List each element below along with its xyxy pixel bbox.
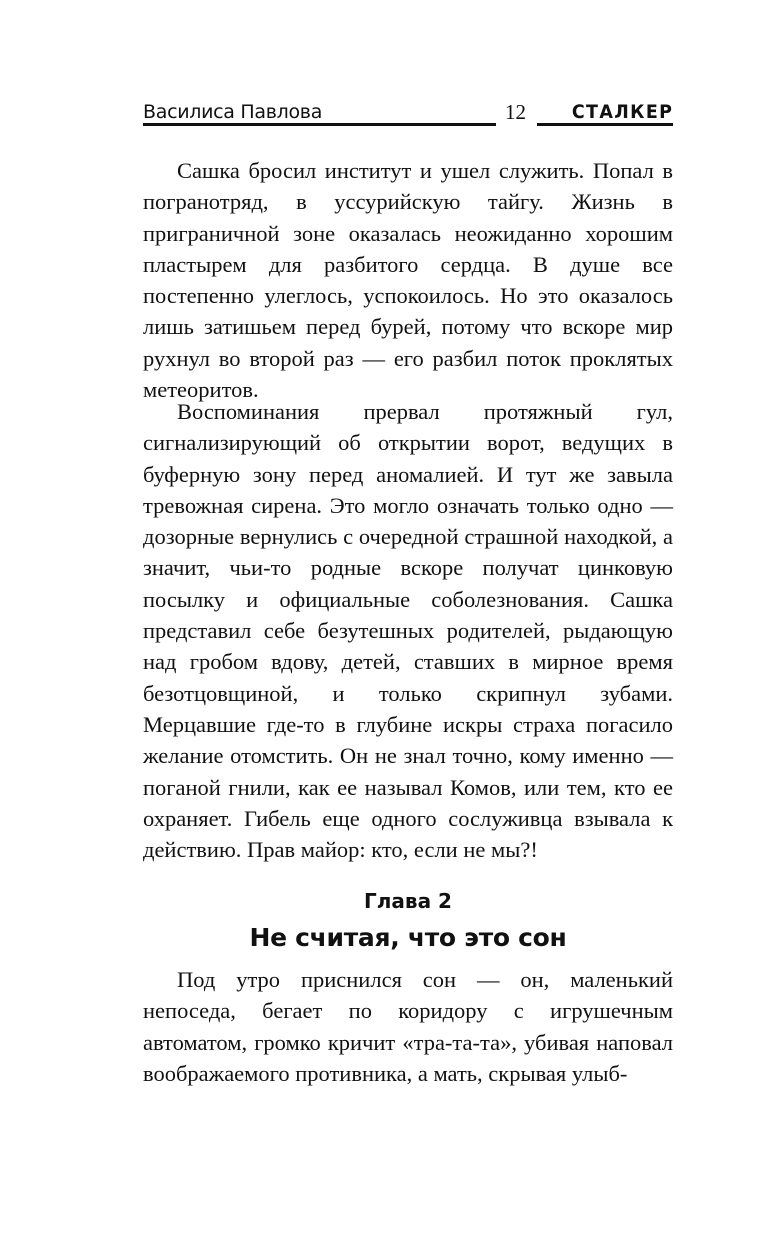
header-rule-right — [537, 123, 673, 126]
running-header — [143, 100, 673, 126]
paragraph: Под утро приснился сон — он, маленький непоседа, бегает по коридору с игрушечным автоматом, громко кричит «тра-та-та», убивая наповал воображаемого противника, а мать, скрывая улыб- — [143, 967, 673, 1086]
page-number: 12 — [505, 100, 526, 124]
paragraph: Воспоминания прервал протяжный гул, сигнализирующий об открытии ворот, ведущих в буферную зону перед аномалией. И тут же завыла тревожная сирена. Это могло означать только одно — дозорные вернулись с очередной страшной находкой, а значит, чьи-то родные вскоре получат цинковую посылку и официальные соболезнования. Сашка представил себе безутешных родителей, рыдающую над гробом вдову, детей, ставших в мирное время безотцовщиной, и только скрипнул зубами. Мерцавшие где-то в глубине искры страха погасило желание отомстить. Он не знал точно, кому именно — поганой гнили, как ее называл Комов, или тем, кто ее охраняет. Гибель еще одного сослуживца взывала к действию. Прав майор: кто, если не мы?! — [143, 399, 673, 863]
body-text-block-1 — [143, 155, 673, 405]
header-rule-left — [143, 123, 496, 126]
series-title: СТАЛКЕР — [571, 101, 673, 123]
paragraph: Сашка бросил институт и ушел служить. Попал в погранотряд, в уссурийскую тайгу. Жизнь в приграничной зоне оказалась неожиданно хорошим пластырем для разбитого сердца. В душе все постепенно улеглось, успокоилось. Но это оказалось лишь затишьем перед бурей, потому что вскоре мир рухнул во второй раз — его разбил поток проклятых метеоритов. — [143, 158, 673, 403]
chapter-text-block — [143, 964, 673, 1089]
author-name: Василиса Павлова — [143, 101, 323, 123]
body-text-block-2 — [143, 396, 673, 865]
chapter-number: Глава 2 — [364, 889, 452, 913]
chapter-title: Не считая, что это сон — [249, 923, 567, 952]
